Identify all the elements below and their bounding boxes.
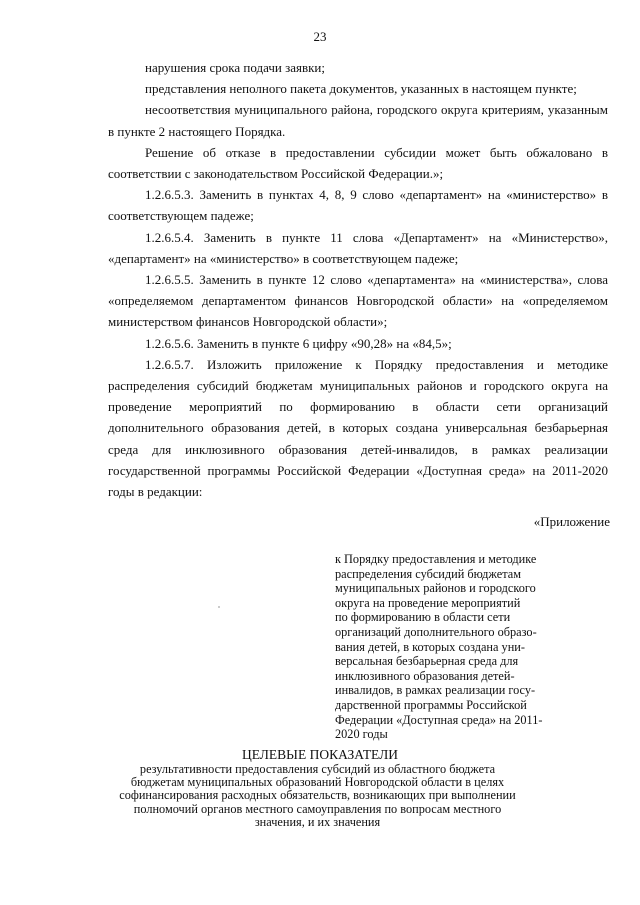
- appendix-line: 2020 годы: [335, 727, 388, 742]
- section-heading: ЦЕЛЕВЫЕ ПОКАЗАТЕЛИ: [241, 747, 399, 762]
- paragraph: 1.2.6.5.5. Заменить в пункте 12 слово «департамента» на «министерства», слова «определяемом департаментом финансов Новгородской области» на «определяемом министерством финансов Новгородской области»;: [108, 272, 608, 330]
- appendix-line: распределения субсидий бюджетам: [335, 566, 521, 581]
- paragraph: 1.2.6.5.3. Заменить в пунктах 4, 8, 9 слово «департамент» на «министерство» в соответствующем падеже;: [108, 187, 608, 224]
- scan-speck: [218, 606, 220, 608]
- appendix-line: организаций дополнительного образо-: [335, 624, 537, 639]
- appendix-line: Федерации «Доступная среда» на 2011-: [335, 712, 543, 727]
- appendix-line: версальная безбарьерная среда для: [335, 654, 519, 669]
- paragraph: 1.2.6.5.4. Заменить в пункте 11 слова «Департамент» на «Министерство», «департамент» на «министерство» в соответствующем падеже;: [108, 229, 608, 266]
- paragraph: Решение об отказе в предоставлении субсидии может быть обжаловано в соответствии с законодательством Российской Федерации.»;: [108, 144, 608, 182]
- appendix-line: инклюзивного образования детей-: [335, 668, 515, 683]
- body-text: [108, 57, 608, 502]
- appendix-line: вания детей, в которых создана уни-: [335, 639, 525, 654]
- appendix-line: инвалидов, в рамках реализации госу-: [335, 683, 536, 698]
- paragraph: несоответствия муниципального района, городского округа критериям, указанным в пункте 2 настоящего Порядка.: [108, 102, 608, 139]
- appendix-line: муниципальных районов и городского: [335, 581, 536, 596]
- section-subheading: [90, 763, 545, 829]
- subheading-line: результативности предоставления субсидий из областного бюджета: [139, 762, 496, 776]
- appendix-line: по формированию в области сети: [335, 610, 511, 625]
- paragraph: 1.2.6.5.7. Изложить приложение к Порядку предоставления и методике распределения субсидий бюджетам муниципальных районов и городского округа на проведение мероприятий по формированию в области сети организаций дополнительного образования детей, в которых создана универсальная безбарьерная среда для инклюзивного образования детей-инвалидов, в рамках реализации государственной программы Российской Федерации «Доступная среда» на 2011-2020 годы в редакции:: [108, 356, 608, 500]
- subheading-line: значения, и их значения: [254, 814, 381, 829]
- appendix-line: дарственной программы Российской: [335, 697, 527, 712]
- subheading-line: полномочий органов местного самоуправления по вопросам местного: [133, 801, 502, 816]
- appendix-line: к Порядку предоставления и методике: [335, 552, 537, 566]
- appendix-title: «Приложение: [533, 514, 610, 529]
- subheading-line: софинансирования расходных обязательств, возникающих при выполнении: [119, 788, 516, 803]
- paragraph: представления неполного пакета документов, указанных в настоящем пункте;: [145, 81, 577, 97]
- paragraph: 1.2.6.5.6. Заменить в пункте 6 цифру «90,28» на «84,5»;: [145, 335, 452, 351]
- subheading-line: бюджетам муниципальных образований Новгородской области в целях: [130, 775, 505, 790]
- paragraph: нарушения срока подачи заявки;: [145, 60, 325, 75]
- appendix-reference: [335, 552, 607, 742]
- appendix-line: округа на проведение мероприятий: [335, 595, 521, 610]
- page-number: 23: [313, 29, 327, 44]
